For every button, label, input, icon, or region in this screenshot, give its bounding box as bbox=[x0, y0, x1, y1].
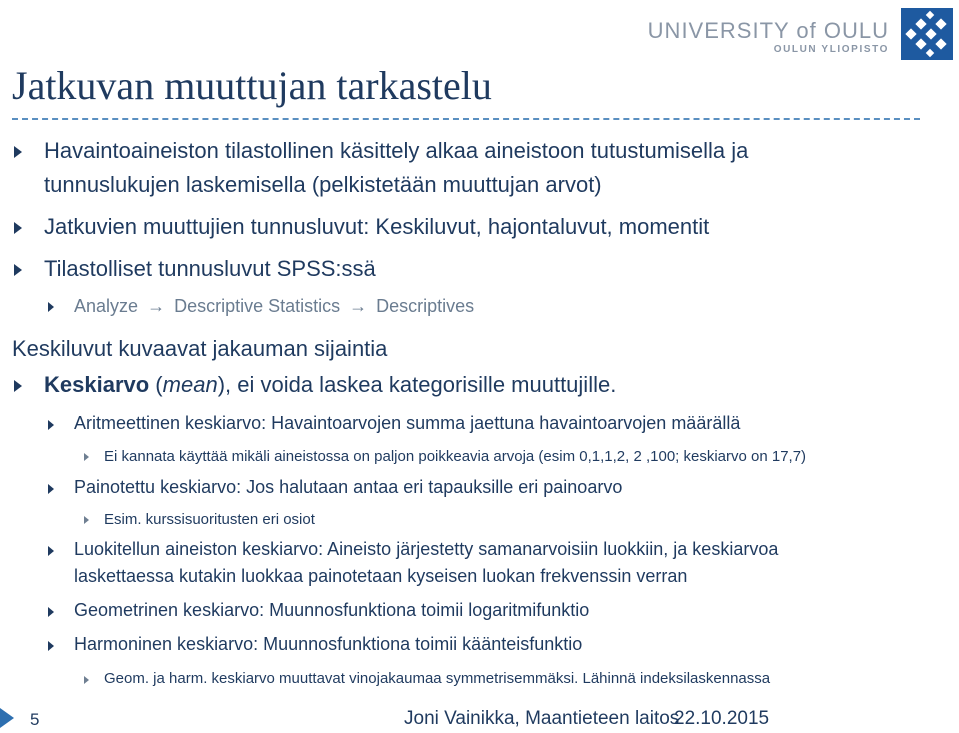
menu-path-descriptive-statistics: Descriptive Statistics bbox=[174, 296, 341, 316]
bullet-1-line-2: tunnuslukujen laskemisella (pelkistetään muuttujan arvot) bbox=[44, 172, 602, 197]
title-divider bbox=[12, 118, 920, 120]
sub-geometrinen: Geometrinen keskiarvo: Muunnosfunktiona toimii logaritmifunktio bbox=[74, 600, 590, 620]
sub-painotettu: Painotettu keskiarvo: Jos halutaan antaa eri tapauksille eri painoarvo bbox=[74, 477, 623, 497]
sub-bullet-arrow-icon bbox=[48, 484, 54, 494]
right-arrow-icon: → bbox=[147, 296, 166, 316]
bullet-keskiarvo bbox=[44, 372, 616, 398]
sub-bullet-arrow-icon bbox=[48, 641, 54, 651]
bullet-1-line-1: Havaintoaineiston tilastollinen käsittely alkaa aineistoon tutustumisella ja bbox=[44, 138, 749, 163]
footer-date: 22.10.2015 bbox=[674, 708, 770, 729]
note-geom-harm: Geom. ja harm. keskiarvo muuttavat vinojakaumaa symmetrisemmäksi. Lähinnä indeksilaskennassa bbox=[104, 670, 771, 687]
menu-path-analyze: Analyze bbox=[74, 296, 139, 316]
bullet-arrow-icon bbox=[14, 380, 22, 392]
sub-harmoninen: Harmoninen keskiarvo: Muunnosfunktiona toimii käänteisfunktio bbox=[74, 634, 583, 654]
logo-main-text: UNIVERSITY of OULU bbox=[647, 18, 889, 43]
section-heading: Keskiluvut kuvaavat jakauman sijaintia bbox=[12, 336, 388, 361]
bullet-2: Jatkuvien muuttujien tunnusluvut: Keskiluvut, hajontaluvut, momentit bbox=[44, 214, 710, 239]
footer-author: Joni Vainikka, Maantieteen laitos bbox=[404, 708, 680, 729]
slide-title: Jatkuvan muuttujan tarkastelu bbox=[12, 63, 492, 108]
right-arrow-icon: → bbox=[349, 296, 368, 316]
sub-bullet-arrow-icon bbox=[48, 546, 54, 556]
sub-aritmeettinen: Aritmeettinen keskiarvo: Havaintoarvojen summa jaettuna havaintoarvojen määrällä bbox=[74, 413, 741, 433]
university-logo-text bbox=[648, 18, 889, 56]
footer-arrow-icon bbox=[0, 708, 14, 728]
university-logo-icon bbox=[901, 8, 953, 60]
sub-bullet-arrow-icon bbox=[48, 420, 54, 430]
bullet-arrow-icon bbox=[14, 264, 22, 276]
menu-path-descriptives: Descriptives bbox=[376, 296, 475, 316]
sub-sub-bullet-arrow-icon bbox=[84, 676, 89, 684]
bullet-3: Tilastolliset tunnusluvut SPSS:ssä bbox=[44, 256, 376, 281]
note-painotettu: Esim. kurssisuoritusten eri osiot bbox=[104, 511, 315, 528]
sub-bullet-arrow-icon bbox=[48, 302, 54, 312]
page-number: 5 bbox=[30, 710, 40, 729]
bullet-arrow-icon bbox=[14, 146, 22, 158]
logo-sub-text: OULUN YLIOPISTO bbox=[773, 44, 889, 55]
keskiarvo-rest: ), ei voida laskea kategorisille muuttujille. bbox=[217, 372, 617, 397]
sub-sub-bullet-arrow-icon bbox=[84, 516, 89, 524]
paren-open: ( bbox=[149, 372, 163, 397]
sub-luokitellun-line-2: laskettaessa kutakin luokkaa painotetaan kyseisen luokan frekvenssin verran bbox=[74, 566, 688, 586]
bullet-arrow-icon bbox=[14, 222, 22, 234]
sub-bullet-arrow-icon bbox=[48, 607, 54, 617]
spss-menu-path bbox=[74, 296, 474, 317]
mean-term: mean bbox=[162, 372, 218, 397]
note-aritmeettinen: Ei kannata käyttää mikäli aineistossa on paljon poikkeavia arvoja (esim 0,1,1,2, 2 ,100; keskiarvo on 17,7) bbox=[104, 448, 807, 465]
sub-luokitellun-line-1: Luokitellun aineiston keskiarvo: Aineisto järjestetty samanarvoisiin luokkiin, ja keskiarvoa bbox=[74, 539, 779, 559]
keskiarvo-term: Keskiarvo bbox=[44, 372, 150, 397]
sub-sub-bullet-arrow-icon bbox=[84, 453, 89, 461]
